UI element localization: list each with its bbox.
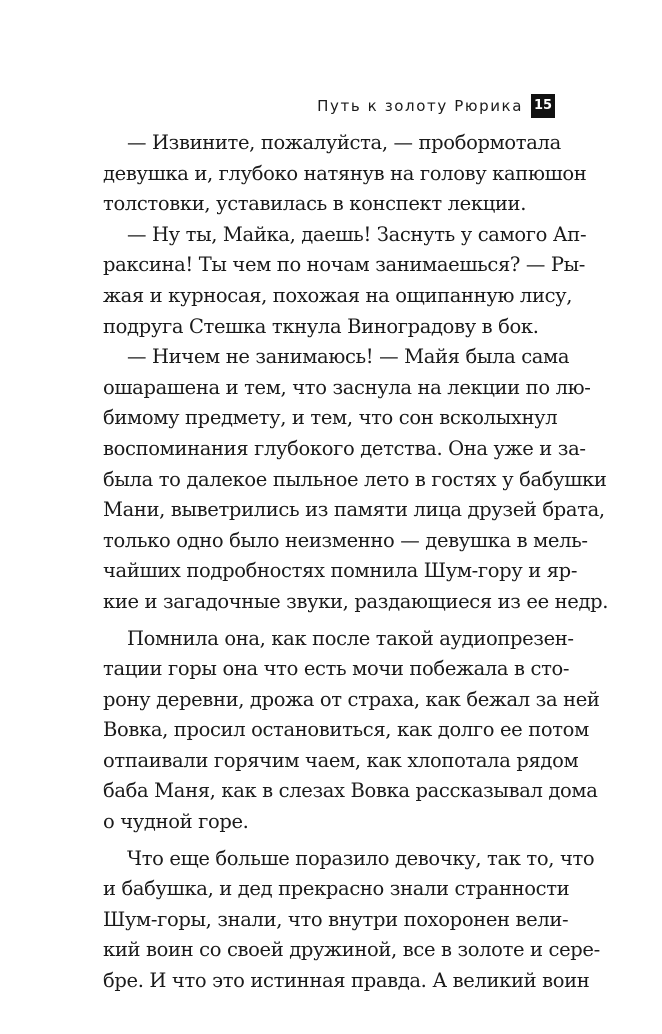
text-line: Что еще больше поразило девочку, так то, что — [127, 846, 595, 870]
text-line: чайших подробностях помнила Шум-гору и яр- — [103, 559, 578, 583]
text-line: и бабушка, и дед прекрасно знали странности — [103, 877, 570, 901]
running-title: Путь к золоту Рюрика — [317, 97, 523, 115]
text-line: жая и курносая, похожая на ощипанную лису, — [103, 283, 573, 307]
paragraph-4 — [103, 624, 600, 838]
text-line: — Ну ты, Майка, даешь! Заснуть у самого Ап- — [127, 222, 587, 246]
body-text — [103, 128, 609, 997]
page-number-badge: 15 — [531, 94, 555, 118]
text-line: подруга Стешка ткнула Виноградову в бок. — [103, 314, 539, 338]
running-head — [317, 94, 555, 118]
text-line: кие и загадочные звуки, раздающиеся из ее недр. — [103, 589, 609, 613]
text-line: бимому предмету, и тем, что сон всколыхнул — [103, 406, 558, 430]
text-line: ошарашена и тем, что заснула на лекции по лю- — [103, 375, 591, 399]
paragraph-5 — [103, 844, 600, 997]
text-line: о чудной горе. — [103, 810, 249, 834]
text-line: Шум-горы, знали, что внутри похоронен вели- — [103, 907, 569, 931]
text-line: раксина! Ты чем по ночам занимаешься? — Ры- — [103, 253, 586, 277]
text-line: девушка и, глубоко натянув на голову капюшон — [103, 161, 587, 185]
text-line: тации горы она что есть мочи побежала в сто- — [103, 657, 570, 681]
text-line: рону деревни, дрожа от страха, как бежал за ней — [103, 687, 600, 711]
text-line: кий воин со своей дружиной, все в золоте и сере- — [103, 938, 600, 962]
text-line: Мани, выветрились из памяти лица друзей брата, — [103, 498, 605, 522]
text-line: — Извините, пожалуйста, — пробормотала — [127, 131, 561, 154]
text-line: Помнила она, как после такой аудиопрезен- — [127, 626, 574, 650]
paragraph-2 — [103, 220, 587, 342]
text-line: отпаивали горячим чаем, как хлопотала рядом — [103, 748, 579, 772]
paragraph-1 — [103, 128, 587, 220]
text-line: бре. И что это истинная правда. А великий воин — [103, 969, 590, 993]
text-line: воспоминания глубокого детства. Она уже и за- — [103, 436, 586, 460]
paragraph-3 — [103, 342, 609, 617]
text-line: только одно было неизменно — девушка в мель- — [103, 528, 588, 552]
text-line: Вовка, просил остановиться, как долго ее потом — [103, 718, 589, 742]
text-line: толстовки, уставилась в конспект лекции. — [103, 192, 527, 216]
text-line: — Ничем не занимаюсь! — Майя была сама — [127, 345, 570, 369]
text-line: была то далекое пыльное лето в гостях у бабушки — [103, 467, 607, 491]
text-line: баба Маня, как в слезах Вовка рассказывал дома — [103, 779, 598, 803]
